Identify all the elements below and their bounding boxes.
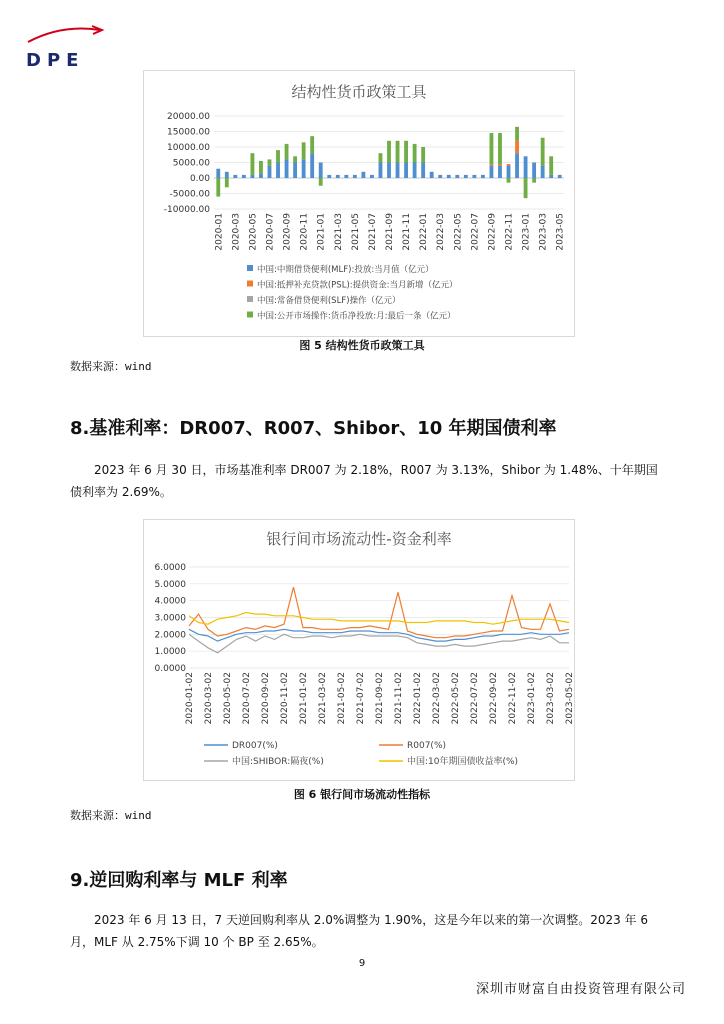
bar-segment	[430, 172, 434, 178]
x-tick-label: 2021-01-02	[299, 672, 309, 725]
bar-segment	[370, 175, 374, 178]
figure6-source: 数据来源：wind	[70, 809, 152, 822]
x-tick-label: 2021-05-02	[337, 672, 347, 725]
section8-heading: 8.基准利率：DR007、R007、Shibor、10 年期国债利率	[70, 418, 557, 439]
bar-segment	[421, 163, 425, 179]
bar-segment	[268, 159, 272, 165]
legend-swatch	[247, 296, 253, 302]
bar-segment	[353, 175, 357, 178]
bar-segment	[310, 136, 314, 153]
x-tick-label: 2022-11	[504, 213, 515, 251]
legend-swatch	[247, 281, 253, 287]
bar-segment	[404, 163, 408, 179]
bar-segment	[413, 163, 417, 179]
y-tick-label: 6.0000	[154, 563, 186, 573]
figure6-caption: 图 6 银行间市场流动性指标	[293, 788, 431, 801]
bar-segment	[481, 175, 485, 178]
bar-segment	[268, 166, 272, 178]
bar-segment	[532, 163, 536, 179]
bar-segment	[327, 175, 331, 178]
bar-segment	[447, 175, 451, 178]
series-line	[189, 613, 569, 625]
bar-segment	[421, 147, 425, 163]
bar-segment	[507, 178, 511, 183]
company-logo	[22, 22, 112, 72]
x-tick-label: 2022-05-02	[451, 672, 461, 725]
bar-segment	[285, 144, 289, 160]
bar-segment	[396, 163, 400, 179]
legend-label: 中国:SHIBOR:隔夜(%)	[232, 757, 324, 767]
series-line	[189, 634, 569, 653]
legend-label: 中国:中期借贷便利(MLF):投放:当月值（亿元）	[257, 265, 434, 275]
bar-segment	[250, 153, 254, 175]
bar-segment	[490, 166, 494, 178]
section8-paragraph: 2023 年 6 月 30 日，市场基准利率 DR007 为 2.18%，R007 为 3.13%，Shibor 为 1.48%、十年期国债利率为 2.69%。	[70, 463, 658, 499]
x-tick-label: 2022-11-02	[508, 672, 518, 725]
bar-segment	[242, 175, 246, 178]
y-tick-label: 1.0000	[154, 647, 186, 658]
legend-label: DR007(%)	[232, 741, 278, 751]
figure5-caption: 图 5 结构性货币政策工具	[299, 339, 425, 352]
x-tick-label: 2021-03-02	[318, 672, 328, 725]
x-tick-label: 2023-05	[555, 213, 566, 251]
x-tick-label: 2023-03-02	[546, 672, 556, 725]
section9-paragraph: 2023 年 6 月 13 日，7 天逆回购利率从 2.0%调整为 1.90%，这是今年以来的第一次调整。2023 年 6 月，MLF 从 2.75%下调 10 个 BP 至 2.65%。	[70, 913, 649, 949]
bar-segment	[310, 153, 314, 178]
x-tick-label: 2023-01	[521, 213, 532, 251]
x-tick-label: 2022-03	[436, 213, 447, 251]
bar-segment	[558, 175, 562, 178]
y-tick-label: -5000.00	[169, 189, 210, 200]
bar-segment	[524, 178, 528, 198]
x-tick-label: 2022-03-02	[432, 672, 442, 725]
chart-title: 银行间市场流动性-资金利率	[266, 530, 452, 548]
bar-segment	[336, 175, 340, 178]
x-tick-label: 2021-09	[385, 213, 395, 251]
bar-segment	[233, 175, 237, 178]
bar-segment	[464, 175, 468, 178]
bar-segment	[507, 164, 511, 166]
logo-text: DPE	[26, 50, 85, 71]
x-tick-label: 2021-05	[350, 213, 361, 251]
y-tick-label: 0.00	[189, 174, 210, 184]
y-tick-label: 0.0000	[154, 664, 186, 674]
bar-segment	[293, 156, 297, 162]
bar-segment	[413, 144, 417, 163]
bar-segment	[216, 169, 220, 178]
legend-swatch	[247, 265, 253, 271]
x-tick-label: 2022-05	[453, 213, 464, 251]
x-tick-label: 2022-07	[470, 213, 481, 251]
bar-segment	[379, 163, 383, 179]
bar-segment	[549, 175, 553, 178]
structural-policy-chart	[143, 70, 575, 337]
bar-segment	[293, 163, 297, 179]
bar-segment	[541, 166, 545, 178]
bar-segment	[498, 164, 502, 166]
x-tick-label: 2020-05-02	[223, 672, 233, 725]
bar-segment	[319, 178, 323, 186]
x-tick-label: 2022-01	[419, 213, 430, 251]
legend-label: R007(%)	[407, 741, 447, 751]
bar-segment	[259, 173, 263, 178]
x-tick-label: 2020-05	[248, 213, 259, 251]
x-tick-label: 2020-07-02	[242, 672, 252, 725]
y-tick-label: 10000.00	[167, 143, 210, 153]
page-number: 9	[358, 958, 366, 969]
bar-segment	[302, 142, 306, 159]
x-tick-label: 2021-07-02	[356, 672, 366, 725]
x-tick-label: 2020-11	[299, 213, 310, 251]
x-tick-label: 2021-03	[333, 213, 344, 251]
x-tick-label: 2020-03-02	[204, 672, 214, 725]
x-tick-label: 2020-07	[265, 213, 276, 251]
x-tick-label: 2021-01	[316, 213, 327, 251]
y-tick-label: 4.0000	[154, 596, 186, 607]
section9-heading: 9.逆回购利率与 MLF 利率	[70, 870, 288, 891]
bar-segment	[541, 138, 545, 166]
y-tick-label: 15000.00	[167, 127, 210, 138]
legend-label: 中国:10年期国债收益率(%)	[407, 757, 519, 767]
x-tick-label: 2021-11-02	[394, 672, 404, 725]
y-tick-label: 5.0000	[154, 579, 186, 590]
bar-segment	[532, 178, 536, 183]
x-tick-label: 2020-11-02	[280, 672, 290, 725]
y-tick-label: 3.0000	[154, 613, 186, 624]
series-line	[189, 629, 569, 641]
x-tick-label: 2023-05-02	[565, 672, 574, 725]
y-tick-label: -10000.00	[163, 205, 210, 215]
bar-segment	[387, 141, 391, 163]
bar-segment	[302, 159, 306, 178]
bar-segment	[507, 166, 511, 178]
bar-segment	[387, 163, 391, 179]
bar-segment	[498, 133, 502, 164]
bar-segment	[404, 141, 408, 163]
bar-segment	[438, 175, 442, 178]
bar-segment	[276, 150, 280, 162]
bar-segment	[515, 127, 519, 141]
x-tick-label: 2020-01	[214, 213, 225, 251]
chart-title: 结构性货币政策工具	[291, 83, 427, 101]
y-tick-label: 2.0000	[154, 630, 186, 641]
figure5-source: 数据来源：wind	[70, 360, 152, 373]
bar-segment	[490, 164, 494, 166]
bar-segment	[472, 175, 476, 178]
bar-segment	[515, 153, 519, 178]
x-tick-label: 2020-01-02	[185, 672, 195, 725]
x-tick-label: 2021-09-02	[375, 672, 385, 725]
legend-label: 中国:常备借贷便利(SLF)操作（亿元）	[257, 296, 401, 306]
x-tick-label: 2022-09-02	[489, 672, 499, 725]
bar-segment	[276, 163, 280, 179]
bar-segment	[225, 178, 229, 187]
x-tick-label: 2021-07	[367, 212, 378, 251]
x-tick-label: 2020-09-02	[261, 672, 271, 725]
bar-segment	[344, 175, 348, 178]
footer-company: 深圳市财富自由投资管理有限公司	[475, 982, 686, 997]
legend-label: 中国:抵押补充贷款(PSL):提供资金:当月新增（亿元）	[257, 280, 458, 291]
x-tick-label: 2020-03	[231, 213, 242, 251]
x-tick-label: 2022-07-02	[470, 672, 480, 725]
bar-segment	[455, 175, 459, 178]
liquidity-rate-chart	[143, 519, 575, 781]
bar-segment	[225, 172, 229, 178]
x-tick-label: 2020-09	[282, 213, 293, 251]
bar-segment	[515, 141, 519, 153]
bar-segment	[259, 161, 263, 173]
bar-segment	[319, 163, 323, 179]
bar-segment	[361, 172, 365, 178]
y-tick-label: 20000.00	[167, 112, 210, 122]
x-tick-label: 2023-03	[538, 213, 549, 251]
bar-segment	[379, 153, 383, 162]
bar-segment	[498, 166, 502, 178]
line-chart-svg	[144, 520, 574, 780]
bar-segment	[285, 159, 289, 178]
bar-segment	[490, 133, 494, 164]
bar-segment	[216, 178, 220, 197]
bar-segment	[396, 141, 400, 163]
x-tick-label: 2022-09	[487, 213, 498, 251]
legend-swatch	[247, 312, 253, 318]
x-tick-label: 2021-11	[402, 213, 413, 251]
bar-segment	[549, 156, 553, 175]
bar-segment	[524, 156, 528, 178]
bar-chart-svg	[144, 71, 574, 336]
x-tick-label: 2023-01-02	[527, 672, 537, 725]
legend-label: 中国:公开市场操作:货币净投放:月:最后一条（亿元）	[257, 311, 456, 322]
x-tick-label: 2022-01-02	[413, 672, 423, 725]
y-tick-label: 5000.00	[172, 158, 210, 169]
bar-segment	[250, 175, 254, 178]
